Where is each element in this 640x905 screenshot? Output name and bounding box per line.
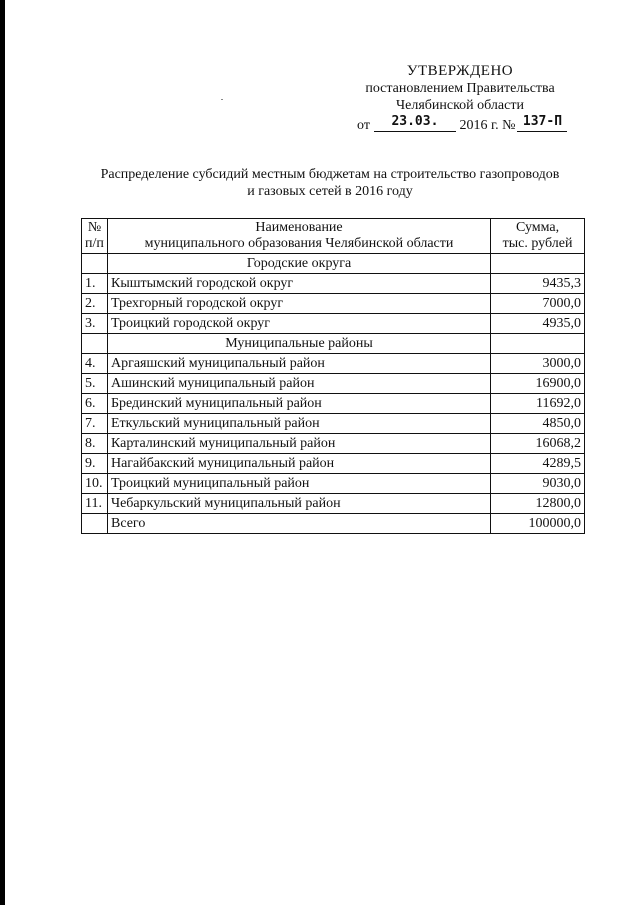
approval-line-1: постановлением Правительства — [365, 81, 555, 96]
row-sum: 16900,0 — [491, 374, 585, 394]
row-sum: 3000,0 — [491, 354, 585, 374]
scan-speck — [221, 99, 223, 100]
table-header-row — [82, 219, 585, 254]
row-sum: 9030,0 — [491, 474, 585, 494]
section-cell-empty — [491, 254, 585, 274]
row-num: 8. — [82, 434, 108, 454]
title-line-1: Распределение субсидий местным бюджетам на строительство газопроводов — [100, 167, 560, 182]
row-sum: 11692,0 — [491, 394, 585, 414]
scan-edge — [0, 0, 5, 905]
row-num: 5. — [82, 374, 108, 394]
table-row — [82, 454, 585, 474]
approval-block — [340, 63, 580, 114]
section-cell-empty — [491, 334, 585, 354]
row-sum: 12800,0 — [491, 494, 585, 514]
row-name: Аргаяшский муниципальный район — [107, 354, 490, 374]
header-name-line-1: Наименование — [255, 220, 343, 235]
total-sum: 100000,0 — [491, 514, 585, 534]
row-num: 6. — [82, 394, 108, 414]
row-name: Нагайбакский муниципальный район — [107, 454, 490, 474]
section-row-urban — [82, 254, 585, 274]
approval-stamp: УТВЕРЖДЕНО — [406, 63, 514, 79]
approval-line-2: Челябинской области — [396, 98, 524, 113]
approval-date-line — [357, 114, 597, 134]
header-name-line-2: муниципального образования Челябинской области — [144, 236, 454, 251]
header-sum-line-2: тыс. рублей — [502, 236, 573, 251]
title-line-2: и газовых сетей в 2016 году — [247, 184, 413, 199]
row-num: 1. — [82, 274, 108, 294]
subsidy-table — [81, 218, 585, 534]
document-title — [80, 166, 580, 200]
row-sum: 4289,5 — [491, 454, 585, 474]
date-prefix: от — [357, 118, 370, 133]
table-row — [82, 394, 585, 414]
table-row — [82, 354, 585, 374]
section-districts-label: Муниципальные районы — [107, 334, 490, 354]
row-num: 9. — [82, 454, 108, 474]
section-urban-label: Городские округа — [107, 254, 490, 274]
total-cell-empty — [82, 514, 108, 534]
row-num: 11. — [82, 494, 108, 514]
table-row — [82, 474, 585, 494]
row-name: Троицкий муниципальный район — [107, 474, 490, 494]
row-num: 10. — [82, 474, 108, 494]
row-name: Кыштымский городской округ — [107, 274, 490, 294]
total-row — [82, 514, 585, 534]
row-sum: 9435,3 — [491, 274, 585, 294]
section-cell-empty — [82, 334, 108, 354]
table-row — [82, 434, 585, 454]
table-row — [82, 274, 585, 294]
section-row-districts — [82, 334, 585, 354]
table-row — [82, 494, 585, 514]
number-field — [517, 114, 567, 132]
header-sum-line-1: Сумма, — [515, 220, 560, 235]
row-name: Брединский муниципальный район — [107, 394, 490, 414]
row-num: 4. — [82, 354, 108, 374]
date-field — [374, 114, 456, 132]
row-sum: 16068,2 — [491, 434, 585, 454]
table-row — [82, 414, 585, 434]
row-name: Чебаркульский муниципальный район — [107, 494, 490, 514]
total-label: Всего — [107, 514, 490, 534]
header-name — [107, 219, 490, 254]
row-num: 2. — [82, 294, 108, 314]
header-num — [82, 219, 108, 254]
row-name: Трехгорный городской округ — [107, 294, 490, 314]
year-text: 2016 г. № — [459, 118, 516, 133]
header-num-line-2: п/п — [85, 236, 104, 251]
table-row — [82, 374, 585, 394]
table-row — [82, 294, 585, 314]
header-num-line-1: № — [87, 220, 102, 235]
number-value: 137-П — [522, 114, 563, 129]
row-sum: 7000,0 — [491, 294, 585, 314]
row-name: Троицкий городской округ — [107, 314, 490, 334]
row-num: 3. — [82, 314, 108, 334]
row-name: Еткульский муниципальный район — [107, 414, 490, 434]
row-sum: 4850,0 — [491, 414, 585, 434]
row-num: 7. — [82, 414, 108, 434]
table-row — [82, 314, 585, 334]
date-value: 23.03. — [391, 114, 439, 129]
row-sum: 4935,0 — [491, 314, 585, 334]
section-cell-empty — [82, 254, 108, 274]
row-name: Карталинский муниципальный район — [107, 434, 490, 454]
header-sum — [491, 219, 585, 254]
row-name: Ашинский муниципальный район — [107, 374, 490, 394]
